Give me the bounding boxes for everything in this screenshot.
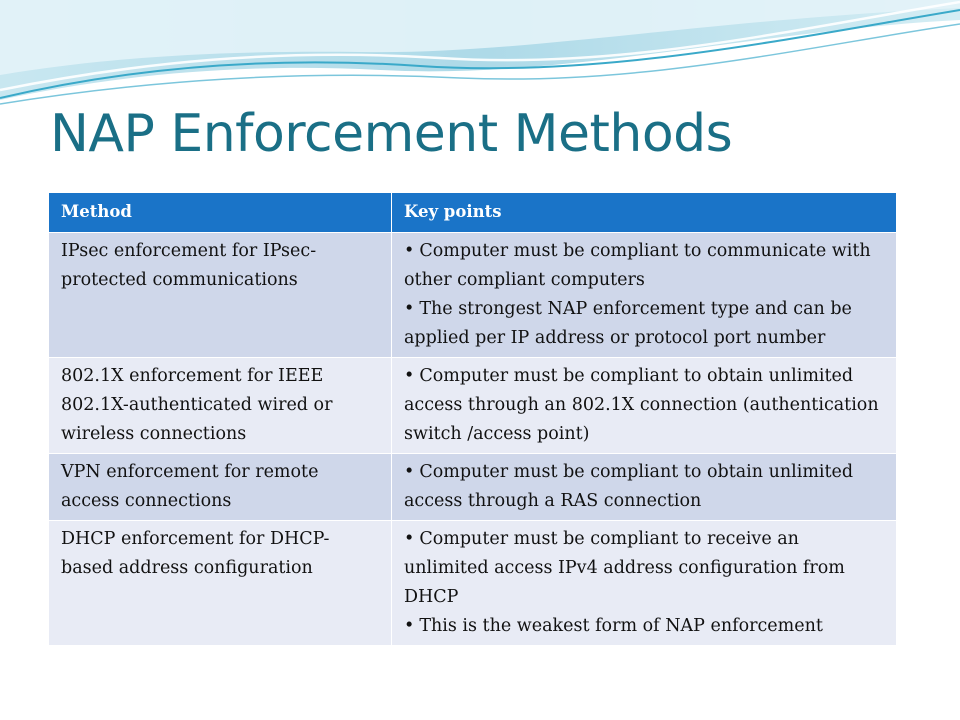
- bullet-icon: •: [404, 366, 415, 386]
- bullet-icon: •: [404, 462, 415, 482]
- header-method: Method: [49, 193, 392, 233]
- table-row: [49, 358, 897, 454]
- decorative-wave-banner: [0, 0, 960, 115]
- bullet-icon: •: [404, 616, 415, 636]
- table-row: [49, 233, 897, 358]
- key-point: • Computer must be compliant to communicate with other compliant computers: [404, 241, 871, 290]
- key-points-cell: [392, 233, 897, 358]
- method-cell: IPsec enforcement for IPsec-protected communications: [49, 233, 392, 358]
- key-point: • Computer must be compliant to obtain unlimited access through an 802.1X connection (authentication switch /access point): [404, 366, 879, 444]
- method-cell: VPN enforcement for remote access connections: [49, 454, 392, 521]
- bullet-icon: •: [404, 299, 415, 319]
- table-row: [49, 521, 897, 646]
- method-cell: 802.1X enforcement for IEEE 802.1X-authenticated wired or wireless connections: [49, 358, 392, 454]
- key-points-cell: [392, 521, 897, 646]
- header-key-points: Key points: [392, 193, 897, 233]
- key-point: • The strongest NAP enforcement type and can be applied per IP address or protocol port number: [404, 299, 852, 348]
- key-points-cell: [392, 358, 897, 454]
- bullet-icon: •: [404, 241, 415, 261]
- key-point: • This is the weakest form of NAP enforcement: [404, 616, 823, 636]
- table-header-row: [49, 193, 897, 233]
- enforcement-methods-table: [48, 192, 897, 646]
- slide-title: NAP Enforcement Methods: [50, 104, 733, 164]
- key-points-cell: [392, 454, 897, 521]
- key-point: • Computer must be compliant to obtain unlimited access through a RAS connection: [404, 462, 854, 511]
- method-cell: DHCP enforcement for DHCP-based address configuration: [49, 521, 392, 646]
- key-point: • Computer must be compliant to receive an unlimited access IPv4 address configuration from DHCP: [404, 529, 845, 607]
- table-row: [49, 454, 897, 521]
- bullet-icon: •: [404, 529, 415, 549]
